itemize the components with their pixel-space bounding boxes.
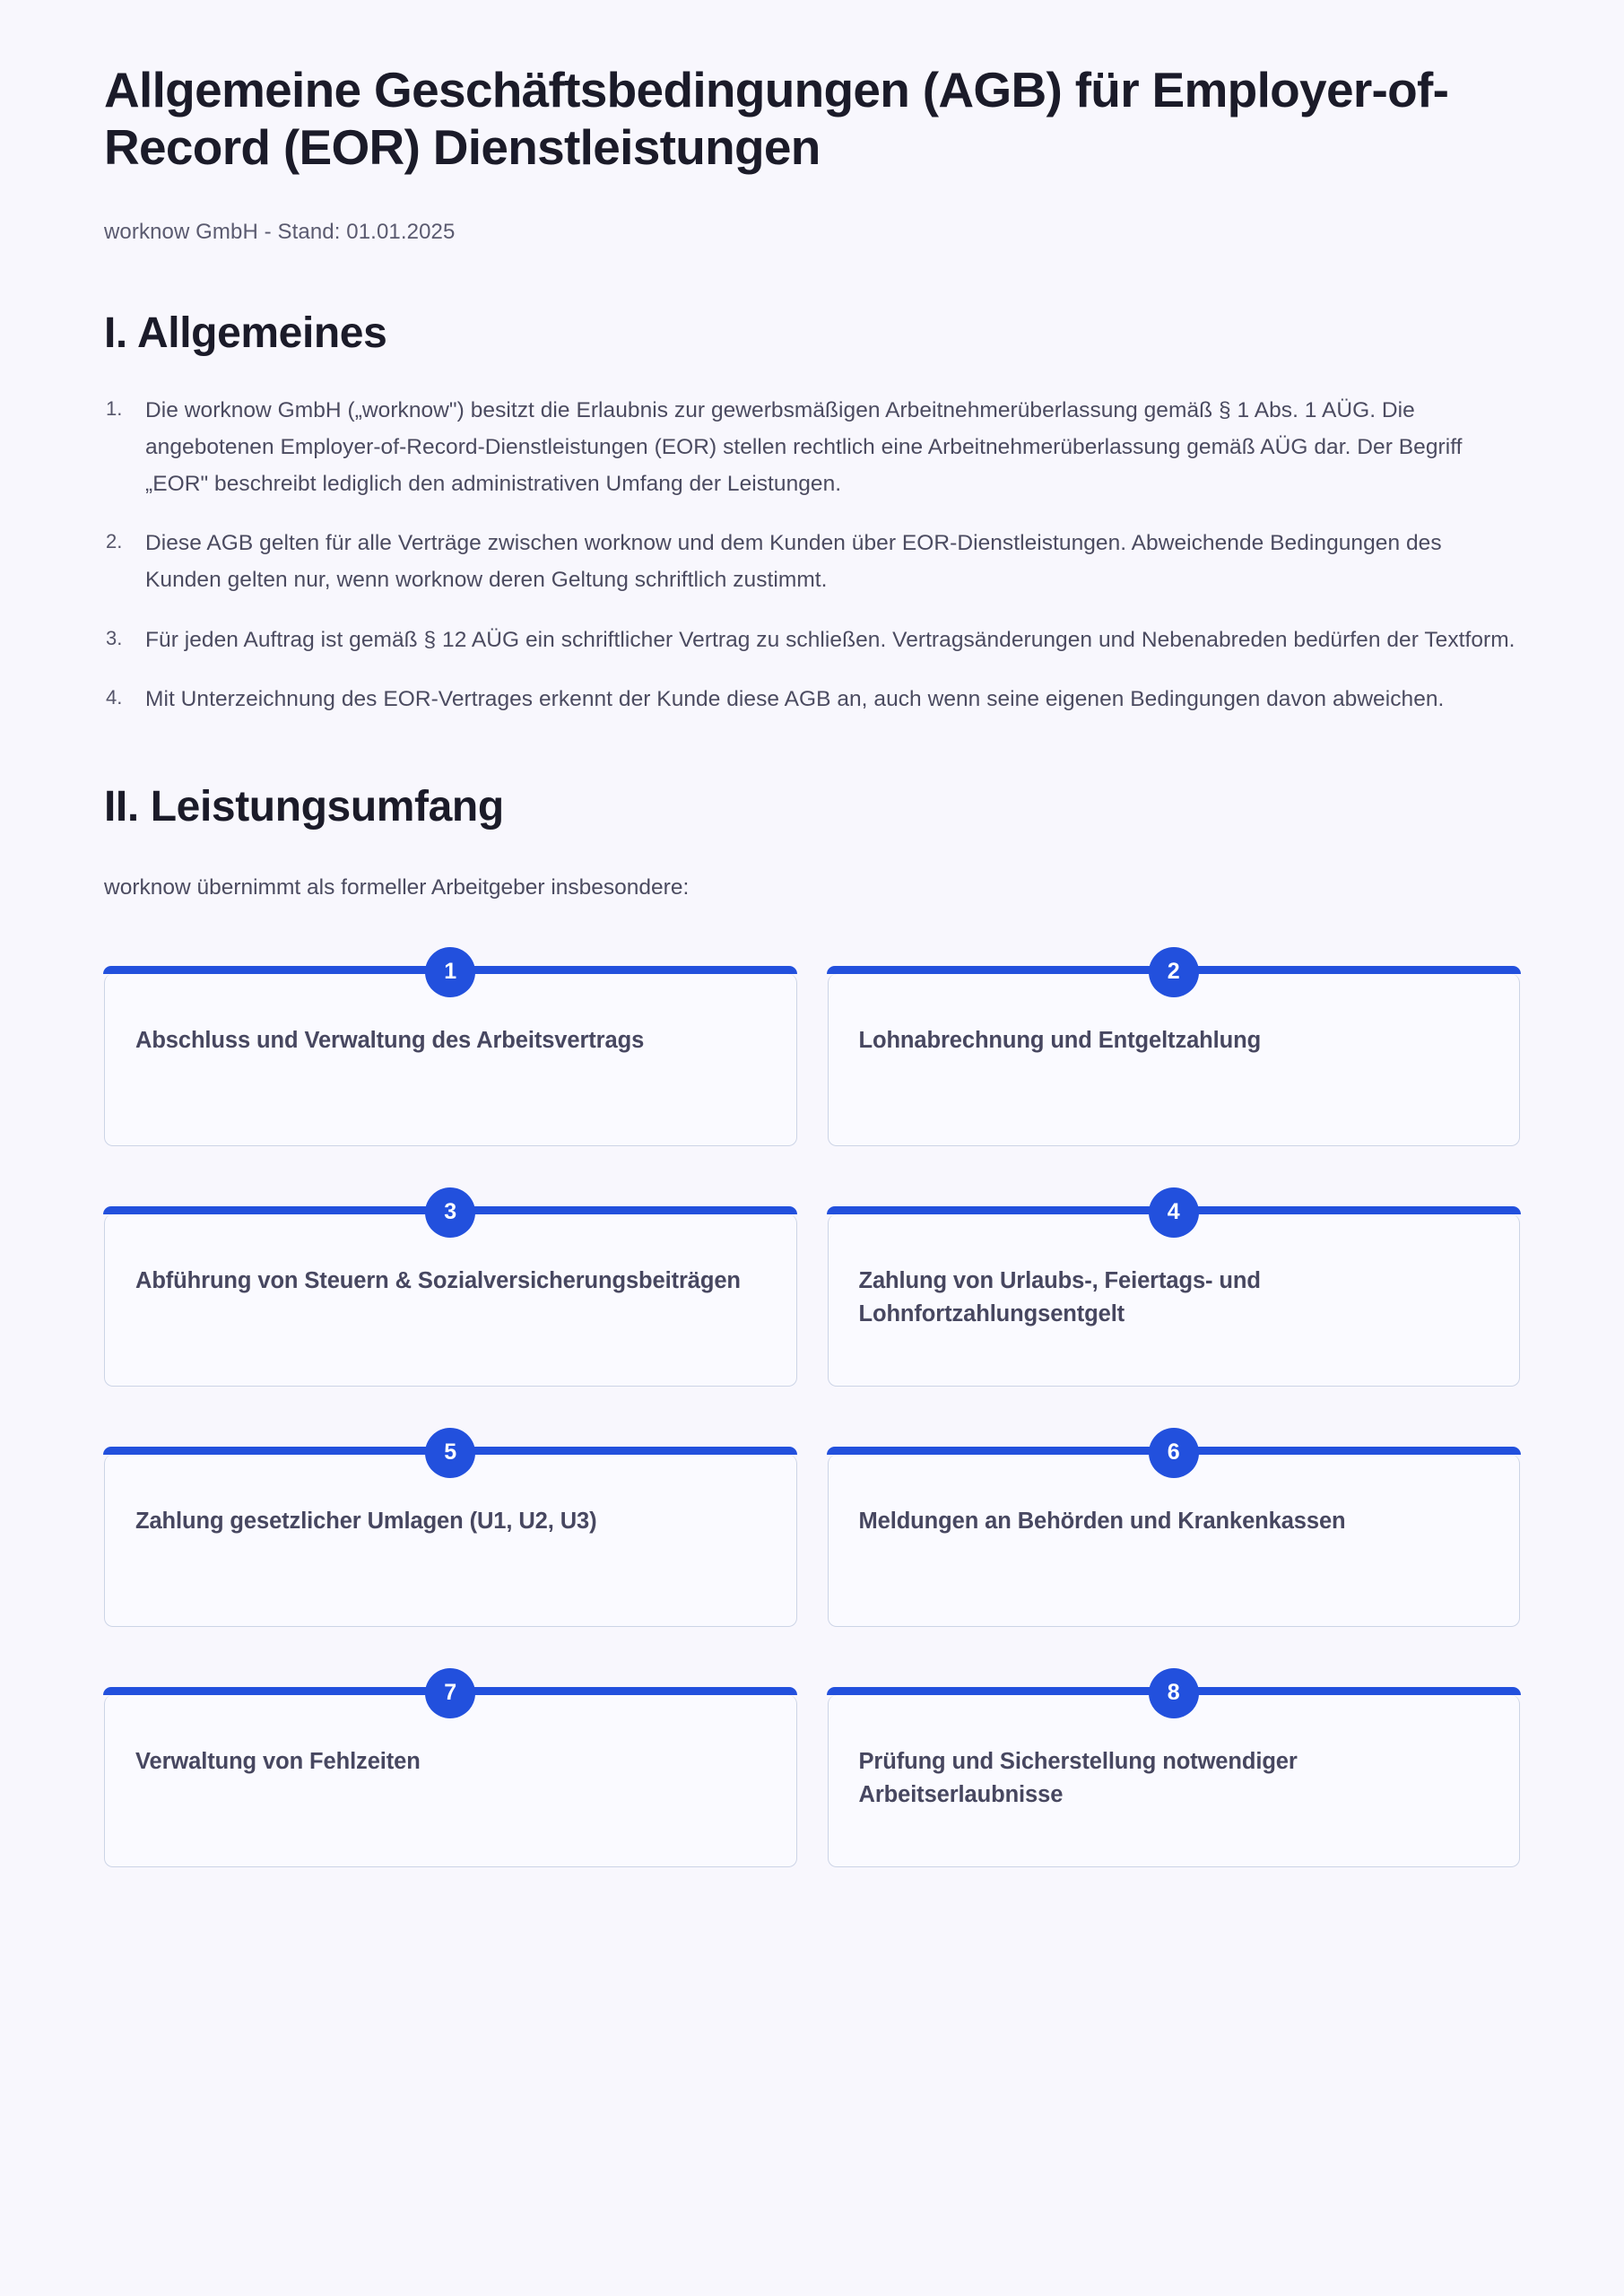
card-label: Abführung von Steuern & Sozialversicherungsbeiträgen xyxy=(135,1267,741,1293)
leistungsumfang-intro: worknow übernimmt als formeller Arbeitgeber insbesondere: xyxy=(104,875,690,900)
list-item: Für jeden Auftrag ist gemäß § 12 AÜG ein schriftlicher Vertrag zu schließen. Vertragsänderungen und Nebenabreden bedürfen der Textform. xyxy=(145,627,1515,652)
service-card xyxy=(828,1199,1521,1387)
service-card xyxy=(828,1680,1521,1867)
list-item: Diese AGB gelten für alle Verträge zwischen worknow und dem Kunden über EOR-Dienstleistungen. Abweichende Bedingungen des Kunden gelten nur, wenn worknow deren Geltung schriftlich zustimmt. xyxy=(145,531,1442,592)
service-card-grid xyxy=(104,906,1520,1867)
card-label: Lohnabrechnung und Entgeltzahlung xyxy=(858,1027,1262,1053)
section-heading-leistungsumfang: II. Leistungsumfang xyxy=(104,782,504,831)
card-label: Verwaltung von Fehlzeiten xyxy=(135,1748,421,1774)
card-number-badge: 5 xyxy=(425,1428,475,1478)
card-number-badge: 4 xyxy=(1149,1187,1199,1238)
card-label: Prüfung und Sicherstellung notwendiger Arbeitserlaubnisse xyxy=(858,1748,1298,1807)
section-heading-allgemeines: I. Allgemeines xyxy=(104,309,387,357)
allgemeines-list xyxy=(104,359,1520,718)
service-card xyxy=(104,1680,797,1867)
card-number-badge: 8 xyxy=(1149,1668,1199,1718)
card-label: Zahlung gesetzlicher Umlagen (U1, U2, U3) xyxy=(135,1508,597,1534)
card-number-badge: 1 xyxy=(425,947,475,997)
card-label: Meldungen an Behörden und Krankenkassen xyxy=(858,1508,1346,1534)
list-item: Die worknow GmbH („worknow") besitzt die Erlaubnis zur gewerbsmäßigen Arbeitnehmerüberlassung gemäß § 1 Abs. 1 AÜG. Die angebotenen Employer-of-Record-Dienstleistungen (EOR) stellen rechtlich eine Arbeitnehmerüberlassung gemäß AÜG dar. Der Begriff „EOR" beschreibt lediglich den administrativen Umfang der Leistungen. xyxy=(145,398,1463,496)
card-number-badge: 6 xyxy=(1149,1428,1199,1478)
card-label: Abschluss und Verwaltung des Arbeitsvertrags xyxy=(135,1027,645,1053)
card-number-badge: 7 xyxy=(425,1668,475,1718)
card-number-badge: 2 xyxy=(1149,947,1199,997)
service-card xyxy=(104,959,797,1146)
service-card xyxy=(104,1439,797,1627)
service-card xyxy=(828,1439,1521,1627)
page-title: Allgemeine Geschäftsbedingungen (AGB) für Employer-of-Record (EOR) Dienstleistungen xyxy=(104,62,1449,176)
service-card xyxy=(828,959,1521,1146)
list-item: Mit Unterzeichnung des EOR-Vertrages erkennt der Kunde diese AGB an, auch wenn seine eigenen Bedingungen davon abweichen. xyxy=(145,687,1445,712)
card-label: Zahlung von Urlaubs-, Feiertags- und Lohnfortzahlungsentgelt xyxy=(858,1267,1261,1326)
document-meta: worknow GmbH - Stand: 01.01.2025 xyxy=(104,219,456,244)
service-card xyxy=(104,1199,797,1387)
card-number-badge: 3 xyxy=(425,1187,475,1238)
